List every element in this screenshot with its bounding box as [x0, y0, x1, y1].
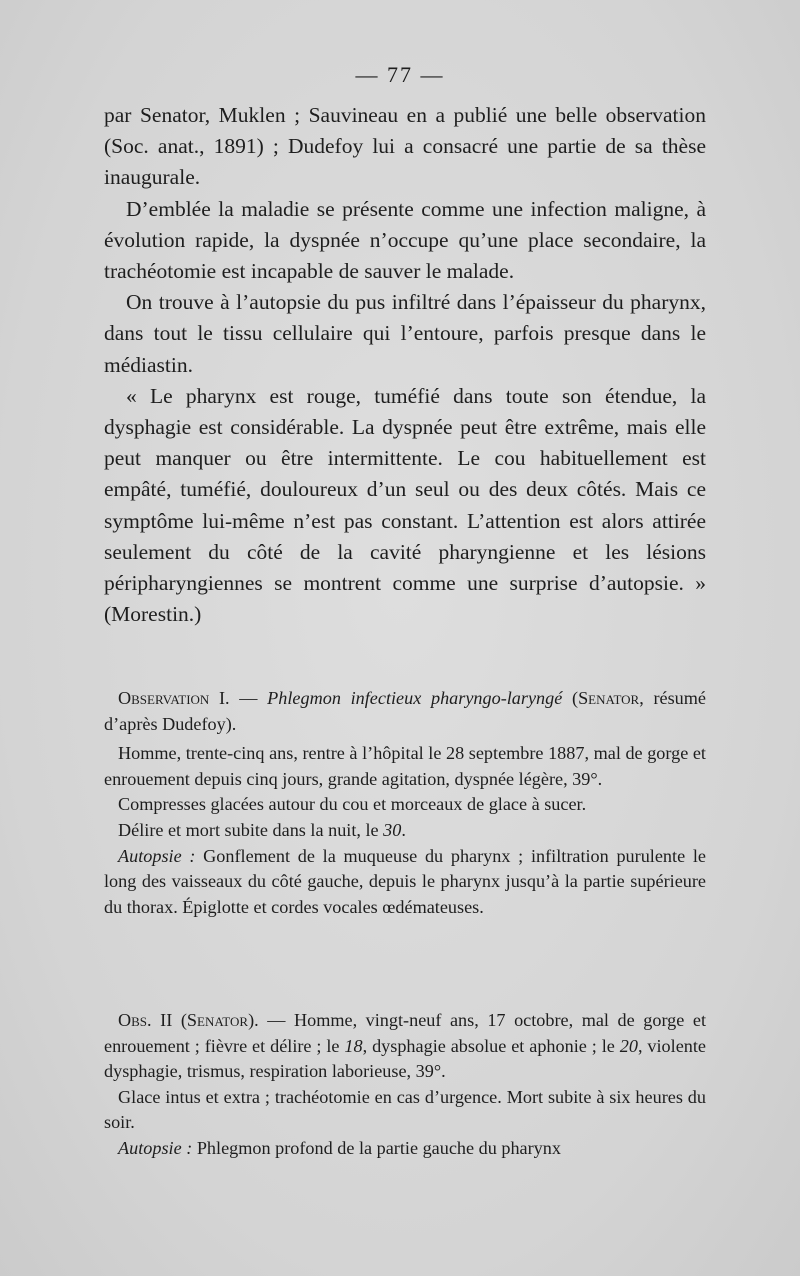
- observation-2-autopsy-label: Autopsie :: [118, 1137, 193, 1158]
- observation-2-autopsy: [104, 1136, 706, 1162]
- observation-1-source-rest: , résumé d’après Dudefoy).: [104, 688, 706, 734]
- observation-2-date-18: 18: [344, 1035, 363, 1056]
- observation-1-source-author: Senator: [578, 688, 640, 708]
- observation-2-date-20: 20: [619, 1035, 638, 1056]
- observation-2-autopsy-text: Phlegmon profond de la partie gauche du pharynx: [192, 1137, 561, 1158]
- observation-1-paragraph-3: [104, 818, 706, 844]
- observation-1-paragraph-3-text: Délire et mort subite dans la nuit, le: [118, 819, 384, 840]
- paragraph-3: On trouve à l’autopsie du pus infiltré dans l’épaisseur du pharynx, dans tout le tissu cellulaire qui l’entoure, parfois presque dans le médiastin.: [104, 290, 706, 377]
- observation-2-text-c: , violente dysphagie, trismus, respiration laborieuse, 39°.: [104, 1035, 706, 1082]
- observation-1-label: Observation I.: [118, 688, 230, 708]
- observation-1-title: Phlegmon infectieux pharyngo-laryngé: [267, 688, 563, 708]
- observation-2-paragraph-1: [104, 1008, 706, 1085]
- observation-2-text-a: Homme, vingt-neuf ans, 17 octobre, mal de gorge et enrouement ; fièvre et délire ; le: [104, 1010, 707, 1056]
- observation-1-heading: [104, 686, 706, 737]
- observation-2-source-close: ). —: [248, 1010, 294, 1030]
- observation-1-source-open: (: [562, 688, 579, 708]
- observation-1-autopsy-label: Autopsie :: [118, 845, 196, 866]
- observation-1-dash: —: [229, 688, 268, 708]
- observation-2: [104, 1008, 706, 1162]
- observation-2-label: Obs. II: [118, 1010, 173, 1030]
- observation-2-source-open: (: [172, 1010, 187, 1030]
- observation-1-paragraph-2: Compresses glacées autour du cou et morceaux de glace à sucer.: [118, 794, 587, 815]
- observation-1-autopsy-text: Gonflement de la muqueuse du pharynx ; infiltration purulente le long des vaisseaux du côté gauche, depuis le pharynx jusqu’à la partie supérieure du thorax. Épiglotte et cordes vocales œdémateuses.: [104, 845, 706, 917]
- observation-2-source-author: Senator: [186, 1010, 249, 1030]
- paragraph-4-quote: « Le pharynx est rouge, tuméfié dans toute son étendue, la dysphagie est considérable. La dyspnée peut être extrême, mais elle peut manquer ou être intermittente. Le cou habituellement est empâté, tuméfié, douloureux d’un seul ou des deux côtés. Mais ce symptôme lui-même n’est pas constant. L’attention est alors attirée seulement du côté de la cavité pharyngienne et les lésions péripharyngiennes se montrent comme une surprise d’autopsie. » (Morestin.): [104, 383, 706, 627]
- observation-2-text-b: , dysphagie absolue et aphonie ; le: [362, 1035, 620, 1056]
- paragraph-2: D’emblée la maladie se présente comme une infection maligne, à évolution rapide, la dyspnée n’occupe qu’une place secondaire, la trachéotomie est incapable de sauver le malade.: [104, 196, 706, 284]
- observation-1-death-date: 30: [383, 819, 402, 840]
- main-text: [104, 100, 706, 630]
- page-number: — 77 —: [355, 62, 445, 87]
- paragraph-1: par Senator, Muklen ; Sauvineau en a publié une belle observation (Soc. anat., 1891) ; Dudefoy lui a consacré une partie de sa thèse inaugurale.: [104, 103, 706, 190]
- observation-1-autopsy: [104, 844, 706, 921]
- observation-2-paragraph-2: Glace intus et extra ; trachéotomie en cas d’urgence. Mort subite à six heures du soir.: [104, 1086, 706, 1133]
- observation-1-paragraph-3-end: .: [401, 819, 406, 840]
- observation-1-paragraph-1: Homme, trente-cinq ans, rentre à l’hôpital le 28 septembre 1887, mal de gorge et enrouement depuis cinq jours, grande agitation, dyspnée légère, 39°.: [104, 743, 706, 789]
- observation-1: [104, 686, 706, 920]
